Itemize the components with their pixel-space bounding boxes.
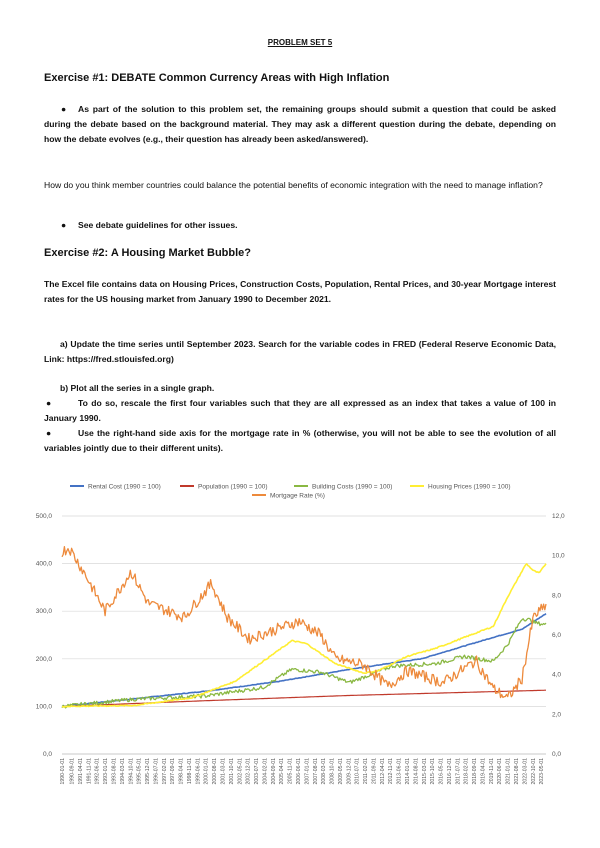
exercise1-bullet2-text: See debate guidelines for other issues.	[78, 220, 238, 230]
bullet-icon: ●	[61, 220, 67, 230]
x-tick-label: 2000-08-01	[212, 758, 219, 785]
x-tick-label: 2012-11-01	[388, 758, 395, 785]
series-line	[62, 564, 546, 707]
x-tick-label: 2020-06-01	[497, 758, 504, 785]
bullet-icon: ●	[46, 398, 52, 408]
x-tick-label: 2016-12-01	[446, 758, 453, 785]
exercise2-item-a: a) Update the time series until September 2023. Search for the variable codes in FRED (Federal Reserve Economic Data, Link: https://fred.stlouisfed.org)	[44, 339, 556, 364]
exercise1-heading: Exercise #1: DEBATE Common Currency Areas with High Inflation	[44, 72, 390, 84]
x-tick-label: 1995-05-01	[136, 758, 143, 785]
x-tick-label: 2023-05-01	[539, 758, 546, 785]
exercise1-bullet2	[44, 218, 556, 233]
x-tick-label: 2001-10-01	[228, 758, 235, 785]
x-tick-label: 2009-12-01	[346, 758, 353, 785]
exercise1-bullet1-text: As part of the solution to this problem set, the remaining groups should submit a question that could be asked during the debate based on the background material. They may ask a different question during the debate, depending on how the debate evolves (e.g., their question has already been asked/answered).	[44, 104, 556, 144]
x-tick-label: 2009-05-01	[337, 758, 344, 785]
y-tick-label: 500,0	[35, 513, 52, 520]
chart-series	[62, 547, 546, 708]
x-tick-label: 1990-09-01	[69, 758, 76, 785]
series-line	[62, 618, 546, 708]
y-tick-label: 400,0	[35, 560, 52, 568]
x-tick-label: 2014-01-01	[404, 758, 411, 785]
x-tick-label: 1990-01-01	[60, 758, 66, 785]
series-line	[62, 547, 546, 698]
legend-label: Rental Cost (1990 = 100)	[88, 483, 161, 491]
x-tick-label: 2017-07-01	[455, 758, 462, 785]
x-tick-label: 2006-06-01	[295, 758, 302, 785]
x-tick-label: 2018-09-01	[472, 758, 479, 785]
x-tick-label: 1997-09-01	[170, 758, 177, 785]
y2-tick-label: 12,0	[552, 513, 565, 520]
y2-tick-label: 2,0	[552, 711, 562, 719]
x-tick-label: 1997-02-01	[161, 758, 168, 785]
x-tick-label: 1992-06-01	[94, 758, 101, 785]
x-tick-label: 2021-08-01	[514, 758, 521, 785]
exercise2-sub1-text: To do so, rescale the first four variables such that they are all expressed as an index that takes a value of 100 in January 1990.	[44, 398, 556, 423]
exercise2-intro: The Excel file contains data on Housing Prices, Construction Costs, Population, Rental Prices, and 30-year Mortgage interest rates for the US housing market from January 1990 to December 2021.	[44, 279, 556, 304]
x-tick-label: 1995-12-01	[145, 758, 152, 785]
legend-label: Building Costs (1990 = 100)	[312, 483, 393, 491]
x-tick-label: 2021-01-01	[505, 758, 512, 785]
x-tick-label: 2022-10-01	[530, 758, 537, 785]
exercise2-sub2	[44, 426, 556, 456]
x-tick-label: 2003-07-01	[254, 758, 261, 785]
y2-tick-label: 10,0	[552, 552, 565, 560]
x-tick-label: 1999-06-01	[195, 758, 202, 785]
x-tick-label: 2022-03-01	[522, 758, 529, 785]
y-tick-label: 200,0	[35, 655, 52, 663]
x-tick-label: 2016-05-01	[438, 758, 445, 785]
x-tick-label: 1993-08-01	[111, 758, 118, 785]
x-tick-label: 2007-01-01	[304, 758, 311, 785]
exercise2-sub1	[44, 396, 556, 426]
x-tick-label: 1994-10-01	[128, 758, 135, 785]
x-tick-label: 1993-01-01	[103, 758, 110, 785]
x-tick-label: 2019-11-01	[488, 758, 495, 785]
exercise1-bullet1	[44, 102, 556, 147]
exercise1-question: How do you think member countries could balance the potential benefits of economic integration with the need to manage inflation?	[44, 180, 543, 190]
x-tick-label: 2012-04-01	[379, 758, 386, 785]
x-tick-label: 2018-02-01	[463, 758, 470, 785]
y2-tick-label: 4,0	[552, 671, 562, 679]
y-tick-label: 0,0	[42, 751, 52, 758]
legend-label: Population (1990 = 100)	[198, 483, 268, 491]
x-tick-label: 2007-08-01	[312, 758, 319, 785]
y-tick-label: 100,0	[35, 703, 52, 711]
chart-legend	[70, 484, 511, 500]
x-tick-label: 1994-03-01	[119, 758, 126, 785]
y2-tick-label: 0,0	[552, 751, 562, 758]
x-tick-label: 1996-07-01	[153, 758, 160, 785]
exercise2-sub2-text: Use the right-hand side axis for the mortgage rate in % (otherwise, you will not be able to see the evolution of all variables jointly due to their different units).	[44, 428, 556, 453]
x-tick-label: 2010-07-01	[354, 758, 361, 785]
bullet-icon: ●	[46, 428, 52, 438]
x-tick-label: 2005-04-01	[279, 758, 286, 785]
x-tick-label: 1998-04-01	[178, 758, 185, 785]
exercise2-item-b: b) Plot all the series in a single graph.	[60, 383, 215, 393]
page-title: PROBLEM SET 5	[267, 38, 333, 47]
chart-axes	[36, 513, 565, 785]
exercise2-heading: Exercise #2: A Housing Market Bubble?	[44, 247, 252, 259]
x-tick-label: 2000-01-01	[203, 758, 210, 785]
x-tick-label: 2011-02-01	[363, 758, 370, 785]
x-tick-label: 2014-08-01	[413, 758, 420, 785]
x-tick-label: 2004-02-01	[262, 758, 269, 785]
x-tick-label: 1991-04-01	[77, 758, 84, 785]
x-tick-label: 1998-11-01	[186, 758, 193, 785]
y2-tick-label: 8,0	[552, 592, 562, 600]
bullet-icon: ●	[61, 104, 67, 114]
x-tick-label: 2015-10-01	[430, 758, 437, 785]
x-tick-label: 2019-04-01	[480, 758, 487, 785]
y-tick-label: 300,0	[35, 608, 52, 616]
x-tick-label: 2005-11-01	[287, 758, 294, 785]
x-tick-label: 2013-06-01	[396, 758, 403, 785]
x-tick-label: 2015-03-01	[421, 758, 428, 785]
legend-label: Mortgage Rate (%)	[270, 492, 325, 500]
y2-tick-label: 6,0	[552, 632, 562, 639]
x-tick-label: 2011-09-01	[371, 758, 378, 785]
x-tick-label: 2002-05-01	[237, 758, 244, 785]
x-tick-label: 1991-11-01	[86, 758, 93, 785]
x-tick-label: 2002-12-01	[245, 758, 252, 785]
legend-label: Housing Prices (1990 = 100)	[428, 483, 511, 491]
x-tick-label: 2008-03-01	[321, 758, 328, 785]
x-tick-label: 2001-03-01	[220, 758, 227, 785]
x-tick-label: 2008-10-01	[329, 758, 336, 785]
housing-chart	[0, 476, 600, 848]
x-tick-label: 2004-09-01	[270, 758, 277, 785]
